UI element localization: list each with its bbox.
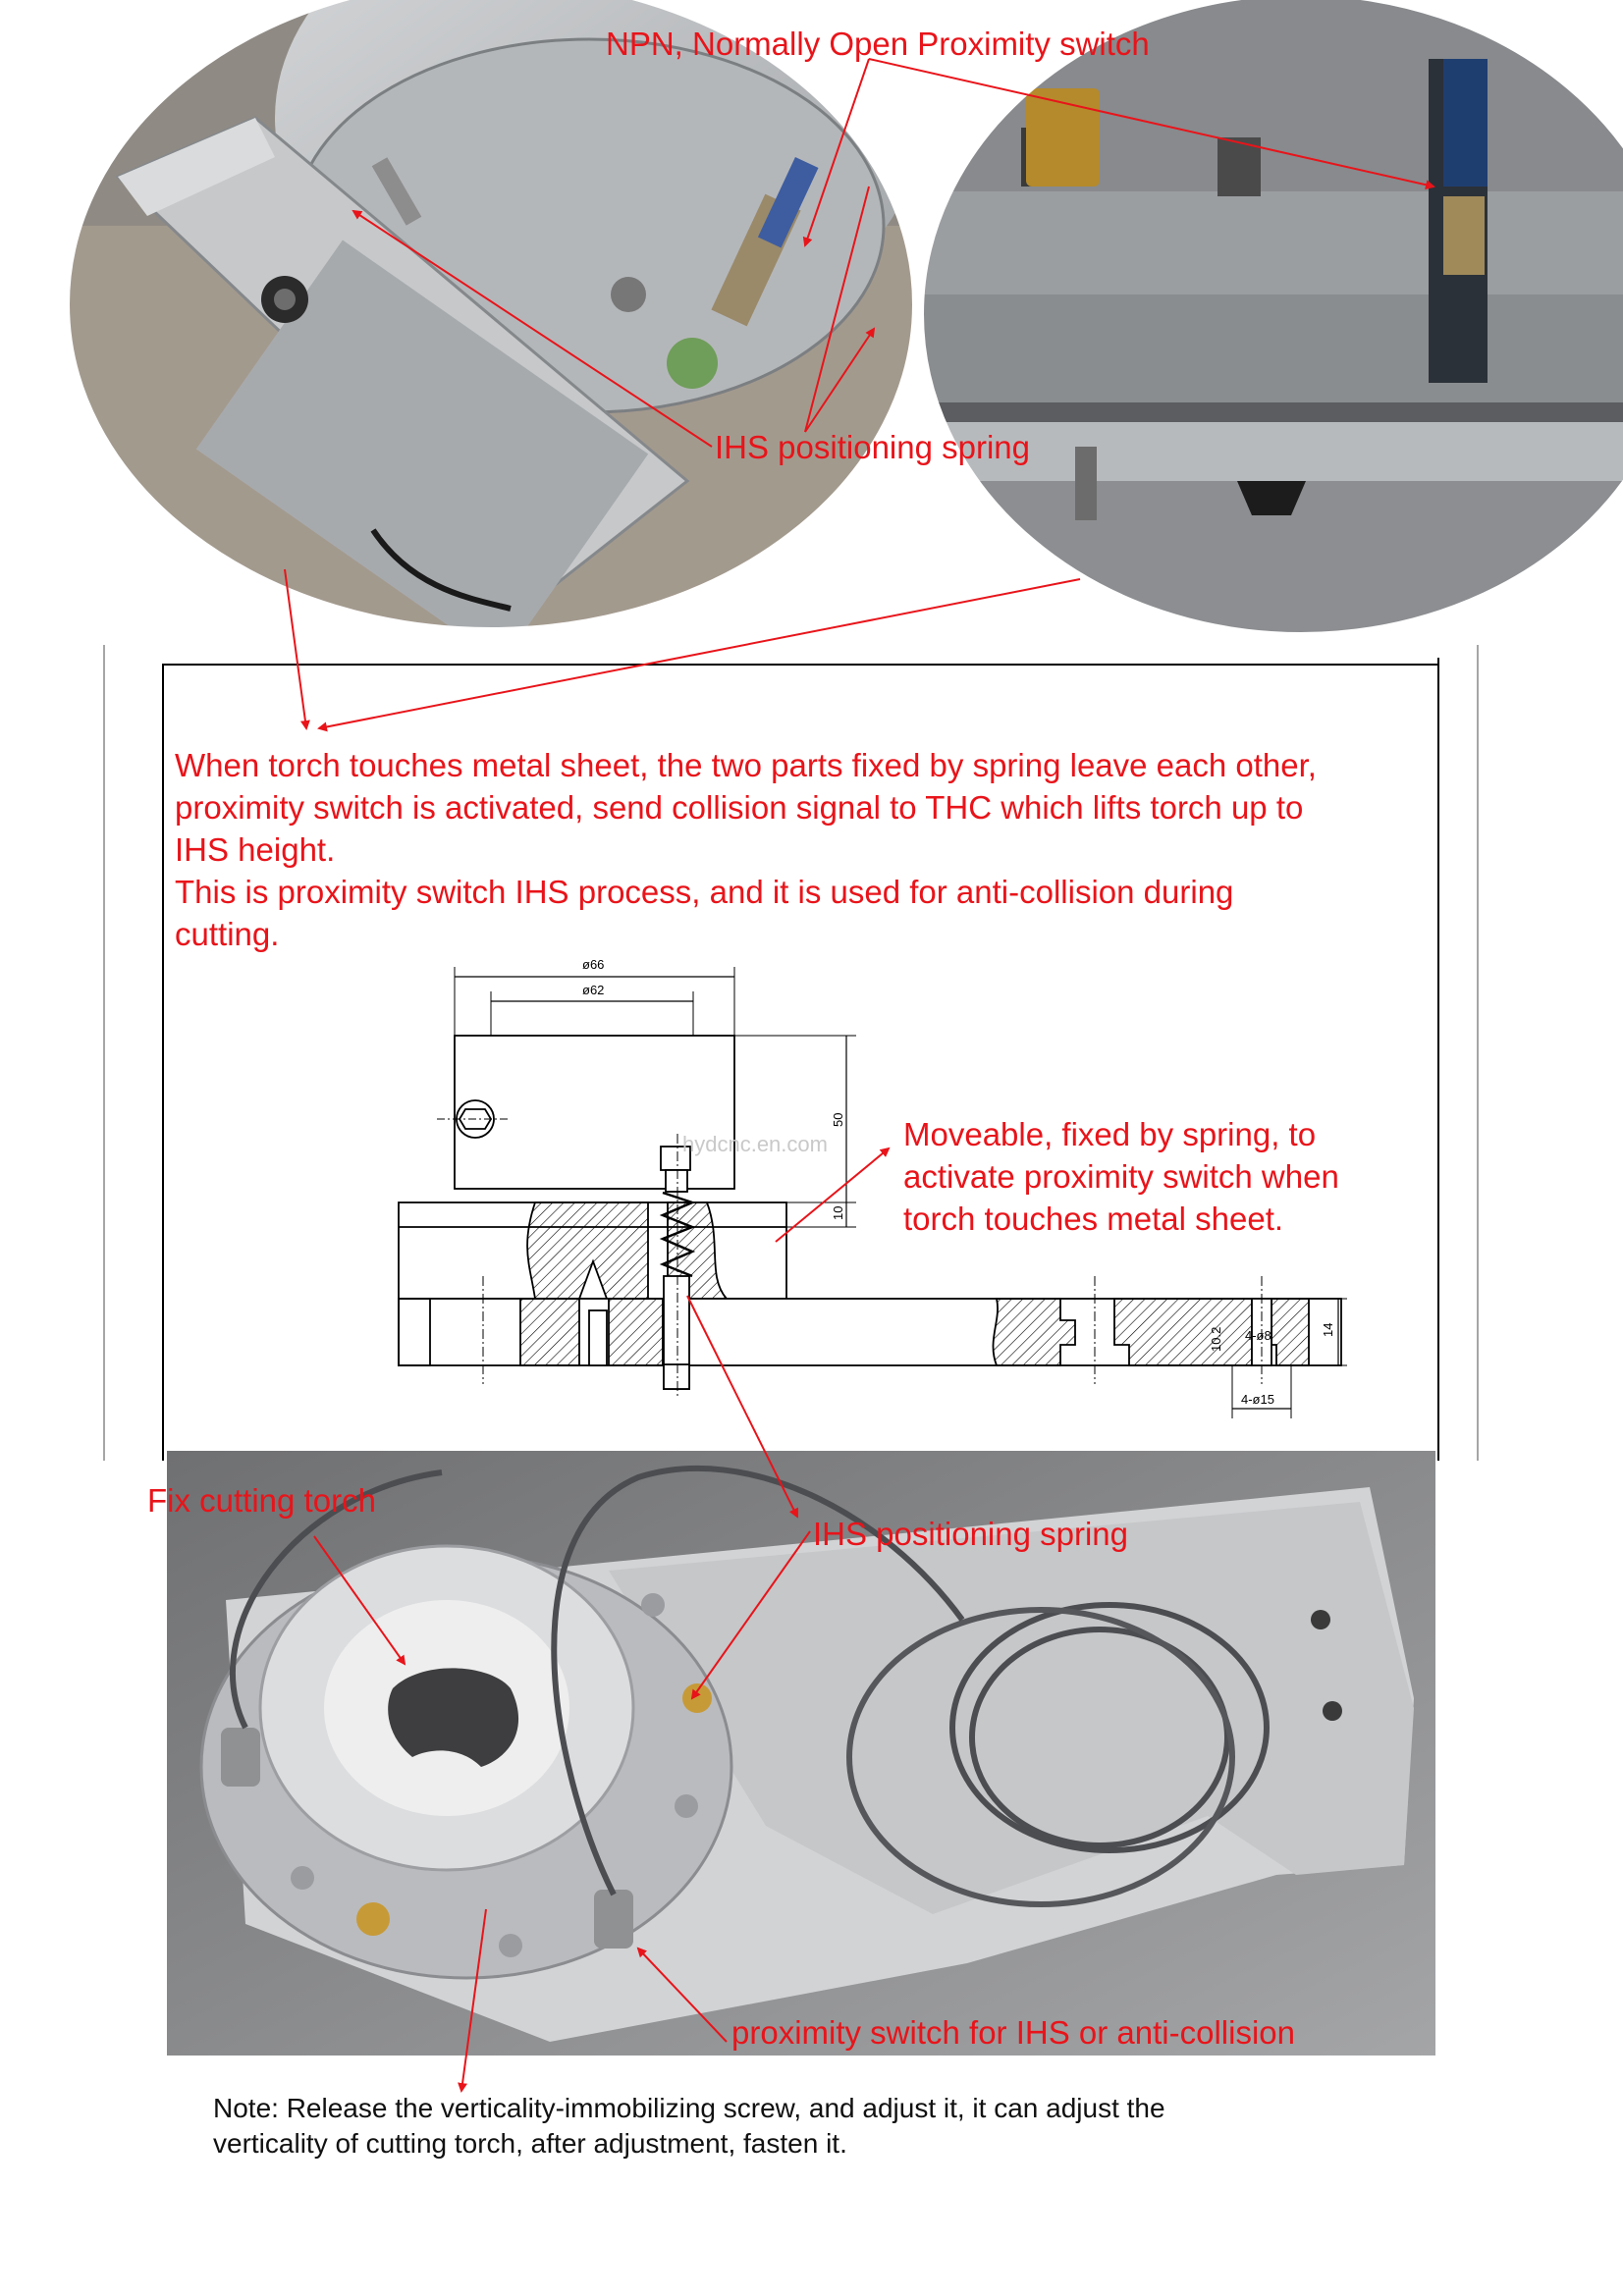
label-moveable (903, 1113, 1339, 1240)
dim-d62: ø62 (582, 983, 605, 997)
dim-holes-phi15: 4-ø15 (1241, 1392, 1274, 1407)
label-ihs-spring-bottom: IHS positioning spring (813, 1516, 1129, 1552)
note-paragraph (213, 2091, 1165, 2162)
description-line: This is proximity switch IHS process, and it is used for anti-collision during (175, 874, 1234, 910)
note-line: verticality of cutting torch, after adjustment, fasten it. (213, 2128, 847, 2159)
product-photo (167, 1451, 1435, 2056)
moveable-line: Moveable, fixed by spring, to (903, 1116, 1317, 1152)
label-proximity-switch: NPN, Normally Open Proximity switch (606, 26, 1150, 62)
description-line: cutting. (175, 916, 280, 952)
description-line: IHS height. (175, 831, 336, 868)
watermark: hydcnc.en.com (682, 1132, 828, 1156)
dim-holes-phi8: 4-ø8 (1245, 1328, 1271, 1343)
dim-h50: 50 (831, 1112, 845, 1127)
dim-depth: 10.2 (1209, 1326, 1223, 1352)
dim-h14: 14 (1321, 1322, 1335, 1337)
description-line: proximity switch is activated, send collision signal to THC which lifts torch up to (175, 789, 1304, 826)
moveable-line: activate proximity switch when (903, 1158, 1339, 1195)
description-line: When torch touches metal sheet, the two parts fixed by spring leave each other, (175, 747, 1317, 783)
label-fix-cutting-torch: Fix cutting torch (147, 1482, 376, 1519)
label-proximity-anti-collision: proximity switch for IHS or anti-collision (731, 2014, 1295, 2051)
left-detail-photo (59, 0, 943, 663)
dim-h10: 10 (831, 1205, 845, 1220)
right-detail-photo (913, 0, 1623, 658)
description-paragraph (175, 744, 1317, 955)
label-ihs-spring-top: IHS positioning spring (715, 429, 1031, 465)
moveable-line: torch touches metal sheet. (903, 1201, 1284, 1237)
dim-d66: ø66 (582, 957, 605, 972)
note-line: Note: Release the verticality-immobilizing screw, and adjust it, it can adjust the (213, 2093, 1165, 2123)
